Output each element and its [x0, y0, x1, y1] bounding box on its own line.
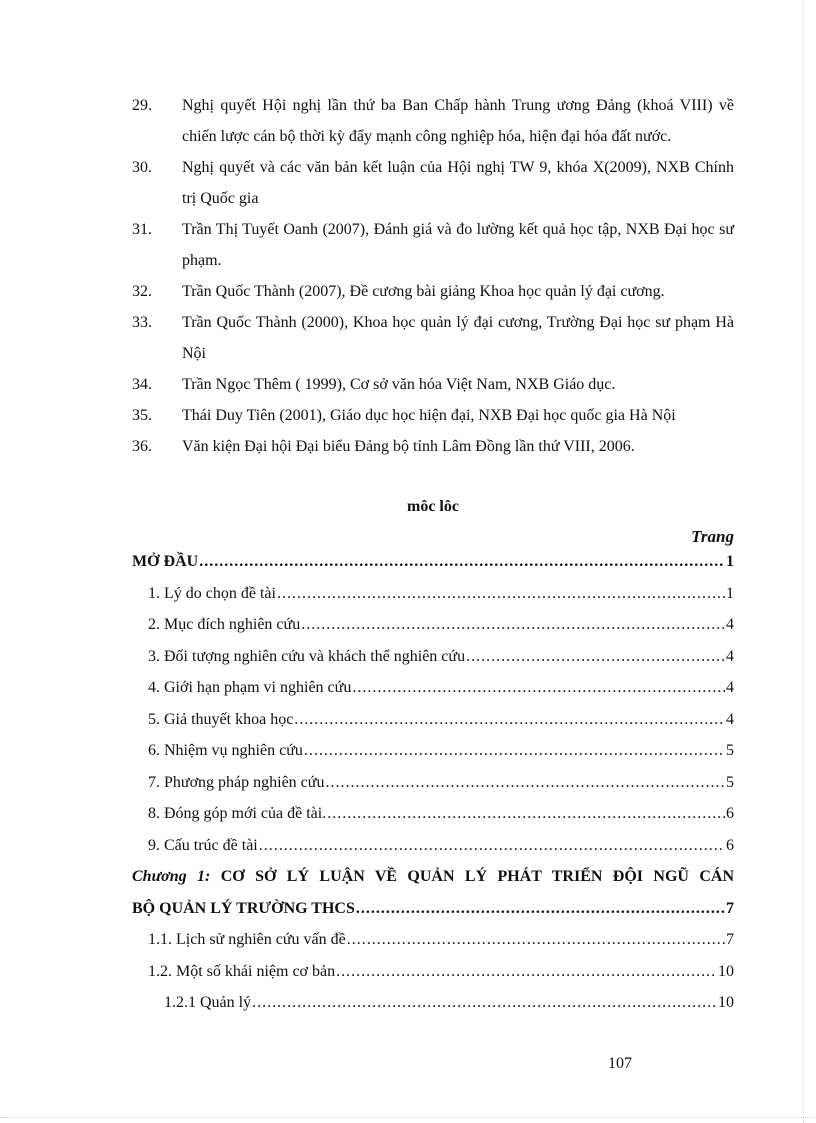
toc-entry[interactable] [132, 924, 734, 956]
toc-entry-label: 1.1. Lịch sử nghiên cứu vấn đề [148, 931, 346, 948]
toc-leader-dots [327, 798, 725, 830]
toc-leader-dots [294, 704, 725, 736]
reference-item [132, 431, 734, 462]
toc-entry[interactable] [132, 987, 734, 1019]
toc-entry-page: 4 [726, 647, 734, 665]
toc-entry-page: 5 [726, 742, 734, 759]
toc-entry[interactable] [132, 578, 734, 610]
chapter-title-line-2: BỘ QUẢN LÝ TRƯỜNG THCS [132, 899, 355, 917]
chapter-title-line-1: CƠ SỞ LÝ LUẬN VỀ QUẢN LÝ PHÁT TRIỂN ĐỘI NGŨ CÁN [220, 868, 735, 885]
toc-chapter-1-line-2[interactable] [132, 893, 734, 925]
toc-entry[interactable] [132, 798, 734, 830]
toc-chapter-1[interactable] [132, 861, 734, 893]
reference-item [132, 400, 734, 431]
toc-entry[interactable] [132, 609, 734, 641]
toc-entry-label: 9. Cấu trúc đề tài [148, 836, 258, 854]
toc-entry[interactable] [132, 704, 734, 736]
reference-number: 36. [132, 438, 152, 455]
reference-text: Thái Duy Tiên (2001), Giáo dục học hiện đại, NXB Đại học quốc gia Hà Nội [182, 407, 676, 424]
toc-entry-label: 1.2.1 Quản lý [164, 994, 252, 1011]
toc-entry-label: 7. Phương pháp nghiên cứu [148, 773, 325, 791]
toc-entry-page: 6 [726, 805, 734, 822]
toc-leader-dots [301, 609, 725, 641]
toc-leader-dots [277, 578, 725, 610]
reference-item [132, 214, 734, 276]
reference-number: 31. [132, 221, 152, 238]
toc-leader-dots [325, 767, 725, 799]
toc-entry-page: 10 [718, 962, 734, 980]
reference-number: 34. [132, 376, 152, 393]
toc-entry[interactable] [132, 672, 734, 704]
reference-item [132, 307, 734, 369]
toc-entry-label: 8. Đóng góp mới của đề tài. [148, 805, 327, 822]
toc-leader-dots [352, 672, 725, 704]
chapter-prefix: Chương 1: [132, 868, 211, 885]
toc-entry-page: 4 [726, 616, 734, 633]
reference-number: 35. [132, 407, 152, 424]
toc-entry-introduction[interactable] [132, 546, 734, 578]
toc-entry-page: 4 [726, 679, 734, 696]
toc-entry[interactable] [132, 735, 734, 767]
toc-entry-page: 1 [726, 553, 734, 570]
page-number: 107 [608, 1055, 632, 1072]
reference-text: Văn kiện Đại hội Đại biểu Đảng bộ tỉnh Lâm Đồng lần thứ VIII, 2006. [182, 438, 635, 455]
toc-entry-label: 6. Nhiệm vụ nghiên cứu [148, 742, 303, 759]
reference-number: 30. [132, 159, 152, 176]
toc-entry[interactable] [132, 956, 734, 988]
toc-entry-page: 7 [726, 899, 734, 917]
reference-item [132, 152, 734, 214]
toc-leader-dots [336, 956, 717, 988]
page-right-border [803, 0, 804, 1123]
page-bottom-border [0, 1117, 816, 1118]
toc-leader-dots [199, 546, 725, 578]
toc-entry-page: 4 [726, 710, 734, 728]
toc-entry[interactable] [132, 767, 734, 799]
toc-leader-dots [304, 735, 725, 767]
reference-text: Trần Quốc Thành (2007), Đề cương bài giảng Khoa học quản lý đại cương. [182, 283, 665, 300]
toc-leader-dots [466, 641, 725, 673]
toc-page-header: Trang [691, 527, 734, 546]
table-of-contents [132, 546, 734, 1019]
reference-text: Trần Thị Tuyết Oanh (2007), Đánh giá và đo lường kết quả học tập, NXB Đại học sư phạm. [182, 221, 734, 269]
toc-entry-label: 1.2. Một số khái niệm cơ bản [148, 962, 336, 980]
reference-text: Trần Ngọc Thêm ( 1999), Cơ sở văn hóa Việt Nam, NXB Giáo dục. [182, 376, 616, 393]
toc-entry-label: 5. Giả thuyết khoa học [148, 710, 294, 728]
toc-entry-label: 1. Lý do chọn đề tài [148, 584, 276, 602]
reference-text: Nghị quyết và các văn bản kết luận của Hội nghị TW 9, khóa X(2009), NXB Chính trị Quốc gia [182, 159, 734, 207]
toc-leader-dots [356, 893, 725, 925]
reference-item [132, 369, 734, 400]
reference-number: 33. [132, 314, 152, 331]
toc-entry[interactable] [132, 641, 734, 673]
toc-entry-page: 6 [726, 836, 734, 854]
toc-entry-label: 2. Mục đích nghiên cứu [148, 616, 301, 633]
reference-number: 32. [132, 283, 152, 300]
toc-entry-page: 7 [726, 931, 734, 948]
toc-entry-page: 5 [726, 773, 734, 791]
toc-entry-label: 4. Giới hạn phạm vi nghiên cứu [148, 679, 352, 696]
toc-leader-dots [252, 987, 717, 1019]
toc-leader-dots [259, 830, 725, 862]
toc-title: môc lôc [407, 498, 459, 515]
chapter-heading-line-1 [132, 861, 734, 893]
toc-entry-page: 10 [718, 994, 734, 1011]
reference-number: 29. [132, 97, 152, 114]
reference-item [132, 90, 734, 152]
toc-leader-dots [347, 924, 725, 956]
reference-text: Trần Quốc Thành (2000), Khoa học quản lý đại cương, Trường Đại học sư phạm Hà Nội [182, 314, 734, 362]
reference-item [132, 276, 734, 307]
reference-text: Nghị quyết Hội nghị lần thứ ba Ban Chấp hành Trung ương Đảng (khoá VIII) về chiến lược cán bộ thời kỳ đẩy mạnh công nghiệp hóa, hiện đại hóa đất nước. [182, 97, 734, 145]
toc-entry[interactable] [132, 830, 734, 862]
toc-entry-page: 1 [726, 584, 734, 602]
toc-entry-label: MỞ ĐẦU [132, 553, 199, 570]
toc-entry-label: 3. Đối tượng nghiên cứu và khách thể nghiên cứu [148, 647, 466, 665]
reference-list [132, 90, 734, 462]
